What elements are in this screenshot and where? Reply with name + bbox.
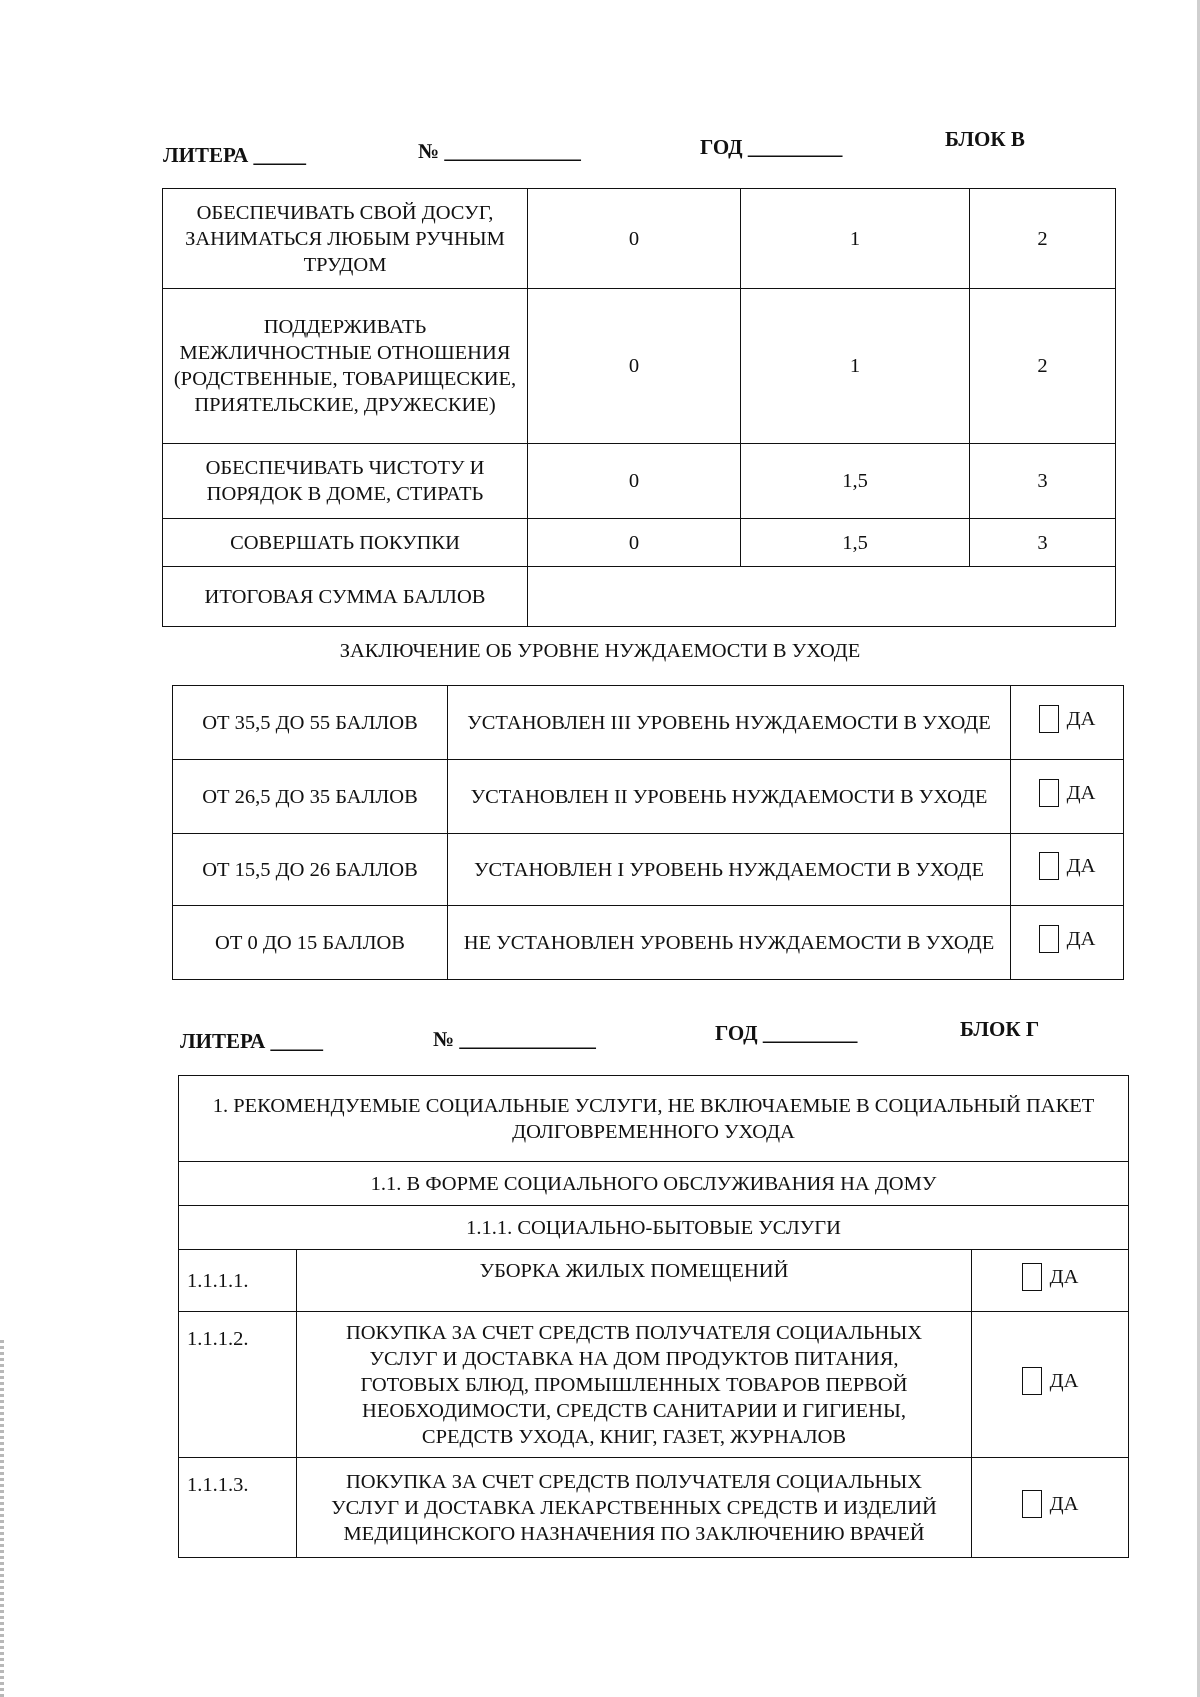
block-label: БЛОК Г	[960, 1017, 1040, 1041]
checkbox-cell[interactable]	[972, 1458, 1129, 1558]
score-option[interactable]: 0	[528, 519, 741, 567]
section-heading: 1. РЕКОМЕНДУЕМЫЕ СОЦИАЛЬНЫЕ УСЛУГИ, НЕ ВКЛЮЧАЕМЫЕ В СОЦИАЛЬНЫЙ ПАКЕТ ДОЛГОВРЕМЕННОГО УХОДА	[179, 1076, 1129, 1162]
checkbox-label: ДА	[1049, 1370, 1079, 1392]
checkbox-cell[interactable]	[972, 1312, 1129, 1458]
table-row	[179, 1250, 1129, 1312]
table-row	[173, 686, 1124, 760]
activity-label: ОБЕСПЕЧИВАТЬ СВОЙ ДОСУГ, ЗАНИМАТЬСЯ ЛЮБЫМ РУЧНЫМ ТРУДОМ	[163, 189, 528, 289]
block-g-services-table	[178, 1075, 1129, 1558]
table-row	[163, 519, 1116, 567]
checkbox[interactable]	[1022, 1367, 1042, 1395]
checkbox-label: ДА	[1066, 855, 1096, 877]
checkbox-cell[interactable]	[972, 1250, 1129, 1312]
item-code: 1.1.1.1.	[179, 1250, 297, 1312]
score-option[interactable]: 3	[970, 519, 1116, 567]
item-text: УБОРКА ЖИЛЫХ ПОМЕЩЕНИЙ	[297, 1250, 972, 1312]
table-row	[163, 289, 1116, 444]
score-option[interactable]: 0	[528, 289, 741, 444]
block-g-header	[0, 1017, 1200, 1065]
checkbox-label: ДА	[1049, 1266, 1079, 1288]
checkbox[interactable]	[1039, 925, 1059, 953]
score-option[interactable]: 1,5	[741, 444, 970, 519]
checkbox[interactable]	[1022, 1263, 1042, 1291]
number-field[interactable]: № _____________	[433, 1027, 596, 1051]
table-row	[179, 1312, 1129, 1458]
range-label: ОТ 26,5 ДО 35 БАЛЛОВ	[173, 760, 448, 834]
table-row	[173, 760, 1124, 834]
table-row	[179, 1206, 1129, 1250]
range-label: ОТ 0 ДО 15 БАЛЛОВ	[173, 906, 448, 980]
table-row	[173, 834, 1124, 906]
table-row	[179, 1162, 1129, 1206]
checkbox[interactable]	[1039, 705, 1059, 733]
total-value-cell[interactable]	[528, 567, 1116, 627]
litera-field[interactable]: ЛИТЕРА _____	[163, 143, 307, 167]
checkbox[interactable]	[1022, 1490, 1042, 1518]
litera-field[interactable]: ЛИТЕРА _____	[180, 1029, 324, 1053]
item-text: ПОКУПКА ЗА СЧЕТ СРЕДСТВ ПОЛУЧАТЕЛЯ СОЦИАЛЬНЫХ УСЛУГ И ДОСТАВКА НА ДОМ ПРОДУКТОВ ПИТАНИЯ, ГОТОВЫХ БЛЮД, ПРОМЫШЛЕННЫХ ТОВАРОВ ПЕРВОЙ НЕОБХОДИМОСТИ, СРЕДСТВ САНИТАРИИ И ГИГИЕНЫ, СРЕДСТВ УХОДА, КНИГ, ГАЗЕТ, ЖУРНАЛОВ	[297, 1312, 972, 1458]
total-label: ИТОГОВАЯ СУММА БАЛЛОВ	[163, 567, 528, 627]
table-row	[163, 567, 1116, 627]
checkbox-label: ДА	[1066, 708, 1096, 730]
table-row	[179, 1458, 1129, 1558]
checkbox-label: ДА	[1066, 782, 1096, 804]
item-text: ПОКУПКА ЗА СЧЕТ СРЕДСТВ ПОЛУЧАТЕЛЯ СОЦИАЛЬНЫХ УСЛУГ И ДОСТАВКА ЛЕКАРСТВЕННЫХ СРЕДСТВ И ИЗДЕЛИЙ МЕДИЦИНСКОГО НАЗНАЧЕНИЯ ПО ЗАКЛЮЧЕНИЮ ВРАЧЕЙ	[297, 1458, 972, 1558]
checkbox-label: ДА	[1066, 928, 1096, 950]
range-label: ОТ 35,5 ДО 55 БАЛЛОВ	[173, 686, 448, 760]
result-label: УСТАНОВЛЕН III УРОВЕНЬ НУЖДАЕМОСТИ В УХОДЕ	[448, 686, 1011, 760]
activity-label: СОВЕРШАТЬ ПОКУПКИ	[163, 519, 528, 567]
result-label: НЕ УСТАНОВЛЕН УРОВЕНЬ НУЖДАЕМОСТИ В УХОДЕ	[448, 906, 1011, 980]
score-option[interactable]: 2	[970, 189, 1116, 289]
table-row	[173, 906, 1124, 980]
checkbox-cell[interactable]	[1011, 686, 1124, 760]
table-row	[163, 444, 1116, 519]
table-row	[179, 1076, 1129, 1162]
number-field[interactable]: № _____________	[418, 139, 581, 163]
score-option[interactable]: 1,5	[741, 519, 970, 567]
subsection-heading: 1.1. В ФОРМЕ СОЦИАЛЬНОГО ОБСЛУЖИВАНИЯ НА ДОМУ	[179, 1162, 1129, 1206]
checkbox-cell[interactable]	[1011, 834, 1124, 906]
score-option[interactable]: 3	[970, 444, 1116, 519]
activity-label: ПОДДЕРЖИВАТЬ МЕЖЛИЧНОСТНЫЕ ОТНОШЕНИЯ (РОДСТВЕННЫЕ, ТОВАРИЩЕСКИЕ, ПРИЯТЕЛЬСКИЕ, ДРУЖЕСКИЕ)	[163, 289, 528, 444]
score-option[interactable]: 0	[528, 444, 741, 519]
score-option[interactable]: 1	[741, 189, 970, 289]
item-code: 1.1.1.2.	[179, 1312, 297, 1458]
checkbox[interactable]	[1039, 779, 1059, 807]
subsubsection-heading: 1.1.1. СОЦИАЛЬНО-БЫТОВЫЕ УСЛУГИ	[179, 1206, 1129, 1250]
result-label: УСТАНОВЛЕН I УРОВЕНЬ НУЖДАЕМОСТИ В УХОДЕ	[448, 834, 1011, 906]
checkbox-cell[interactable]	[1011, 906, 1124, 980]
range-label: ОТ 15,5 ДО 26 БАЛЛОВ	[173, 834, 448, 906]
block-label: БЛОК В	[945, 127, 1025, 151]
conclusion-table	[172, 685, 1124, 980]
table-row	[163, 189, 1116, 289]
block-v-score-table	[162, 188, 1116, 627]
checkbox-label: ДА	[1049, 1493, 1079, 1515]
block-v-header	[0, 127, 1200, 175]
checkbox[interactable]	[1039, 852, 1059, 880]
checkbox-cell[interactable]	[1011, 760, 1124, 834]
score-option[interactable]: 0	[528, 189, 741, 289]
score-option[interactable]: 1	[741, 289, 970, 444]
year-field[interactable]: ГОД _________	[715, 1021, 858, 1045]
item-code: 1.1.1.3.	[179, 1458, 297, 1558]
activity-label: ОБЕСПЕЧИВАТЬ ЧИСТОТУ И ПОРЯДОК В ДОМЕ, СТИРАТЬ	[163, 444, 528, 519]
year-field[interactable]: ГОД _________	[700, 135, 843, 159]
scan-edge-left	[0, 1340, 4, 1697]
conclusion-title: ЗАКЛЮЧЕНИЕ ОБ УРОВНЕ НУЖДАЕМОСТИ В УХОДЕ	[339, 640, 861, 662]
result-label: УСТАНОВЛЕН II УРОВЕНЬ НУЖДАЕМОСТИ В УХОДЕ	[448, 760, 1011, 834]
score-option[interactable]: 2	[970, 289, 1116, 444]
